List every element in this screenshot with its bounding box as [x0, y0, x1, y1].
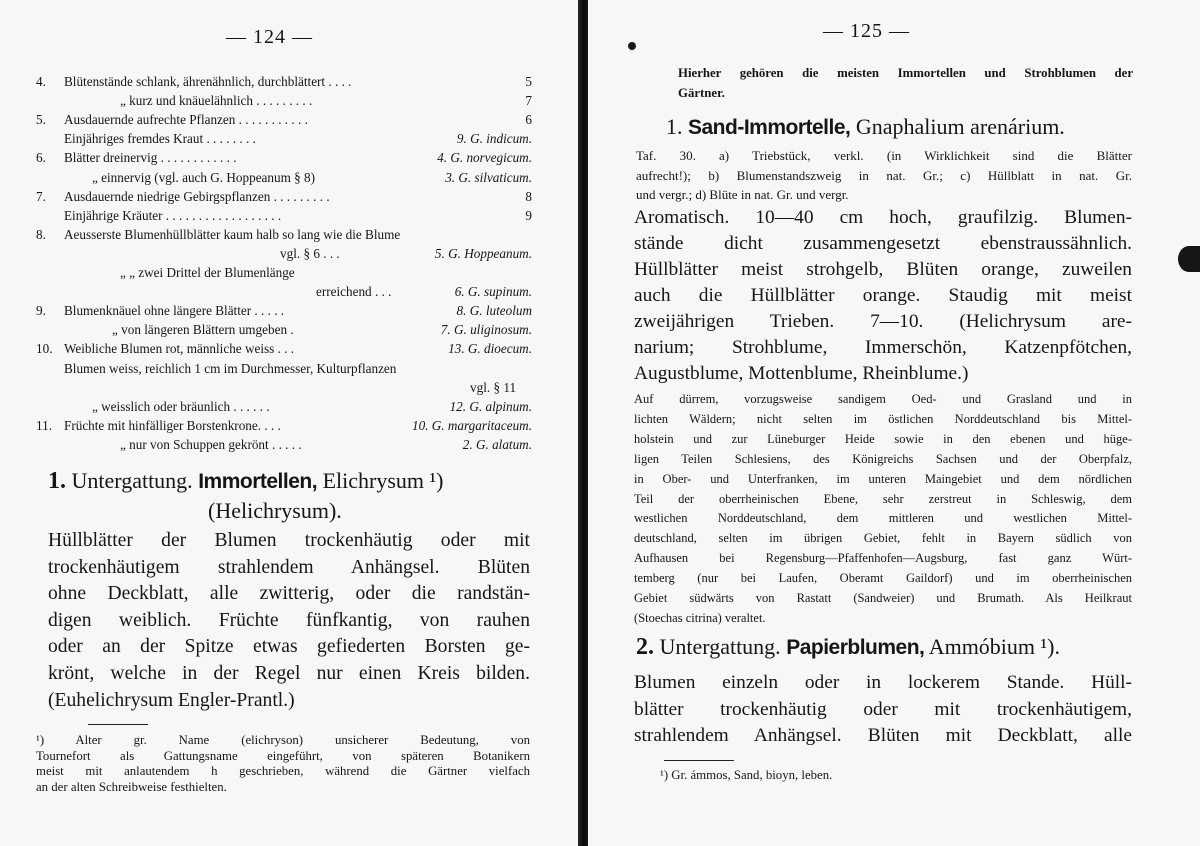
- species-latin: Gnaphalium arenárium.: [855, 114, 1065, 139]
- key-row-text: Blumen weiss, reichlich 1 cm im Durchmesser, Kulturpflanzen: [64, 360, 397, 376]
- key-row: [0, 435, 582, 454]
- page-number-left: — 124 —: [226, 26, 313, 48]
- key-row: [0, 110, 582, 129]
- text-line: temberg (nur bei Laufen, Oberamt Gaildorf) und im oberrheinischen: [634, 571, 1132, 586]
- key-row-page: 7: [525, 93, 532, 109]
- text-line: lichten Wäldern; nicht selten im östlichen Norddeutschland bis Mittel-: [634, 411, 1132, 426]
- key-row: [0, 320, 582, 339]
- key-row-text: Blätter dreinervig . . . . . . . . . . . .: [64, 150, 237, 166]
- key-row-text: vgl. § 11: [470, 379, 517, 395]
- subgenus2-number: 2.: [636, 634, 654, 660]
- key-row-number: 6.: [36, 150, 46, 166]
- key-row-species: 10. G. margaritaceum.: [411, 417, 532, 433]
- key-row-species: 8. G. luteolum: [456, 303, 532, 319]
- text-line: meist mit anlautendem h geschrieben, während die Gärtner vielfach: [36, 764, 530, 778]
- key-row-number: 7.: [36, 188, 46, 204]
- key-row-species: 12. G. alpinum.: [449, 398, 532, 414]
- subgenus-number: 1.: [48, 468, 66, 494]
- key-row: [0, 225, 582, 244]
- text-line: deutschland, selten im übrigen Gebiet, fehlt in Bayern südlich von: [634, 531, 1132, 546]
- key-row-text: Früchte mit hinfälliger Borstenkrone. . . .: [64, 417, 281, 433]
- text-line: Taf. 30. a) Triebstück, verkl. (in Wirklichkeit sind die Blätter: [636, 148, 1132, 163]
- text-line: Hüllblätter meist strohgelb, Blüten orange, zuweilen: [634, 259, 1132, 280]
- text-line: blätter trockenhäutig oder mit trockenhäutigem,: [634, 698, 1132, 720]
- key-row-number: 9.: [36, 303, 46, 319]
- right-page: [588, 0, 1200, 846]
- key-row: [0, 359, 582, 378]
- text-line: in Ober- und Unterfranken, im unteren Maingebiet und dem nördlichen: [634, 471, 1132, 486]
- key-row-text: Aeusserste Blumenhüllblätter kaum halb so lang wie die Blume: [64, 226, 401, 242]
- key-row: [0, 187, 582, 206]
- key-row-page: 5: [525, 74, 532, 89]
- key-row-page: 9: [525, 207, 532, 223]
- key-row-text: „ weisslich oder bräunlich . . . . . .: [92, 398, 270, 414]
- key-row: [0, 129, 582, 148]
- key-row-species: 9. G. indicum.: [456, 131, 532, 147]
- text-line: krönt, welche in der Regel nur einen Kreis bilden.: [48, 662, 530, 684]
- key-row-number: 5.: [36, 112, 46, 128]
- text-line: holstein und zur Lüneburger Heide sowie in den ebenen und hüge-: [634, 431, 1132, 446]
- key-row-text: Blütenstände schlank, ährenähnlich, durchblättert . . . .: [64, 74, 352, 89]
- text-line: Blumen einzeln oder in lockerem Stande. Hüll-: [634, 672, 1132, 693]
- text-line: und vergr.; d) Blüte in nat. Gr. und vergr.: [636, 187, 849, 203]
- text-line: aufrecht!); b) Blumenstandszweig in nat. Gr.; c) Hüllblatt in nat. Gr.: [636, 167, 1132, 183]
- text-line: Hüllblätter der Blumen trockenhäutig oder mit: [48, 530, 530, 551]
- key-row-page: 8: [525, 188, 532, 204]
- footnote-rule-right: [664, 760, 734, 761]
- key-row-number: 10.: [36, 341, 53, 357]
- key-row-text: Ausdauernde niedrige Gebirgspflanzen . . . . . . . . .: [64, 188, 330, 204]
- text-line: an der alten Schreibweise festhielten.: [36, 779, 227, 794]
- species-number: 1.: [666, 114, 683, 139]
- footnote-left: [36, 733, 530, 795]
- text-line: ohne Deckblatt, alle zwitterig, oder die randstän-: [48, 583, 530, 605]
- text-line: Aromatisch. 10—40 cm hoch, graufilzig. Blumen-: [634, 207, 1132, 228]
- key-row-text: „ kurz und knäuelähnlich . . . . . . . . .: [120, 93, 313, 109]
- key-row: [0, 301, 582, 320]
- species-heading-1: [666, 114, 1065, 140]
- subgenus2-description: [634, 670, 1132, 750]
- text-line: ¹) Alter gr. Name (elichryson) unsicherer Bedeutung, von: [36, 733, 530, 747]
- footnote-rule-left: [88, 724, 148, 725]
- key-row-text: „ nur von Schuppen gekrönt . . . . .: [120, 436, 302, 452]
- footnote-right: ¹) Gr. ámmos, Sand, bioyn, leben.: [660, 768, 833, 782]
- text-line: Aufhausen bei Regensburg—Pfaffenhofen—Augsburg, fast ganz Würt-: [634, 551, 1132, 566]
- text-line: Augustblume, Mottenblume, Rheinblume.): [634, 363, 969, 384]
- key-row-page: 6: [525, 112, 532, 128]
- key-row-text: „ „ zwei Drittel der Blumenlänge: [120, 265, 295, 280]
- key-row-species: 2. G. alatum.: [462, 436, 532, 452]
- key-row-species: 6. G. supinum.: [454, 284, 532, 300]
- key-row-text: Einjähriges fremdes Kraut . . . . . . . .: [64, 131, 256, 147]
- key-row: [0, 244, 582, 263]
- subgenus-name: Immortellen,: [198, 470, 318, 493]
- key-row: [0, 416, 582, 435]
- key-row-species: 7. G. uliginosum.: [440, 322, 532, 338]
- text-line: Auf dürrem, vorzugsweise sandigem Oed- und Grasland und in: [634, 392, 1132, 406]
- text-line: auch die Hüllblätter orange. Staudig mit meist: [634, 285, 1132, 306]
- subgenus-description: [48, 528, 530, 714]
- key-row: [0, 263, 582, 282]
- text-line: Teil der oberrheinischen Ebene, sehr zerstreut in Schleswig, dem: [634, 491, 1132, 506]
- key-row-text: „ einnervig (vgl. auch G. Hoppeanum § 8): [92, 169, 316, 185]
- text-line: (Stoechas citrina) veraltet.: [634, 610, 766, 625]
- key-row: [0, 282, 582, 301]
- subgenus-synonym: (Helichrysum).: [208, 498, 342, 523]
- key-row-number: 4.: [36, 74, 46, 89]
- key-row-text: Blumenknäuel ohne längere Blätter . . . . .: [64, 303, 285, 319]
- subgenus2-name: Papierblumen,: [786, 636, 925, 659]
- subgenus-label: Untergattung.: [71, 468, 193, 493]
- key-row-species: 13. G. dioecum.: [448, 341, 532, 357]
- subgenus2-label: Untergattung.: [659, 634, 781, 659]
- subgenus-heading-2: [636, 634, 1060, 661]
- text-line: Tournefort als Gattungsname eingeführt, von späteren Botanikern: [36, 748, 530, 763]
- key-row: [0, 148, 582, 167]
- text-line: oder an der Spitze etwas gefiederten Borsten ge-: [48, 636, 530, 658]
- subgenus2-latin: Ammóbium ¹).: [928, 634, 1060, 659]
- key-row: [0, 91, 582, 110]
- key-row: [0, 378, 582, 397]
- text-line: zweijährigen Trieben. 7—10. (Helichrysum are-: [634, 311, 1132, 332]
- text-line: Gebiet südwärts von Rastatt (Sandweier) und Brumath. Als Heilkraut: [634, 591, 1132, 606]
- key-row-species: 4. G. norvegicum.: [437, 150, 532, 166]
- species-name: Sand-Immortelle,: [688, 116, 851, 139]
- key-row: [0, 72, 582, 91]
- habitat-text: [634, 390, 1132, 629]
- key-row: [0, 206, 582, 225]
- text-line: stände dicht zusammengesetzt ebenstraussähnlich.: [634, 233, 1132, 254]
- subgenus-heading-1: [48, 468, 443, 495]
- text-line: Gärtner.: [678, 85, 725, 100]
- key-row-number: 11.: [36, 417, 52, 433]
- text-line: narium; Strohblume, Immerschön, Katzenpfötchen,: [634, 337, 1132, 358]
- key-row-text: „ von längeren Blättern umgeben .: [112, 322, 294, 338]
- subgenus-latin: Elichrysum ¹): [322, 468, 444, 493]
- text-line: trockenhäutigem strahlendem Anhängsel. Blüten: [48, 556, 530, 578]
- text-line: Hierher gehören die meisten Immortellen und Strohblumen der: [678, 66, 1133, 80]
- key-row-species: 3. G. silvaticum.: [445, 169, 532, 185]
- key-row-species: 5. G. Hoppeanum.: [434, 245, 532, 261]
- print-speck: [628, 42, 636, 50]
- text-line: westlichen Norddeutschland, dem mittleren und westlichen Mittel-: [634, 511, 1132, 526]
- left-page: [0, 0, 582, 846]
- key-row: [0, 168, 582, 187]
- key-row-text: Ausdauernde aufrechte Pflanzen . . . . . . . . . . .: [64, 112, 308, 128]
- intro-note: [678, 64, 1133, 103]
- text-line: (Euhelichrysum Engler-Prantl.): [48, 689, 295, 711]
- key-row: [0, 339, 582, 358]
- text-line: strahlendem Anhängsel. Blüten mit Deckblatt, alle: [634, 725, 1132, 746]
- key-row-text: vgl. § 6 . . .: [280, 245, 340, 261]
- text-line: ligen Teilen Schlesiens, des Königreichs Sachsen und der Oberpfalz,: [634, 451, 1132, 466]
- text-line: digen weiblich. Früchte fünfkantig, von rauhen: [48, 609, 530, 631]
- key-row-text: erreichend . . .: [316, 284, 392, 300]
- species-description: [634, 205, 1132, 387]
- page-edge-mark: [1178, 246, 1200, 272]
- key-row-number: 8.: [36, 226, 46, 242]
- key-row-text: Weibliche Blumen rot, männliche weiss . . .: [64, 341, 295, 357]
- plate-caption: [636, 146, 1132, 205]
- key-row: [0, 397, 582, 416]
- key-row-text: Einjährige Kräuter . . . . . . . . . . . . . . . . . .: [64, 207, 282, 223]
- page-number-right: — 125 —: [823, 20, 910, 42]
